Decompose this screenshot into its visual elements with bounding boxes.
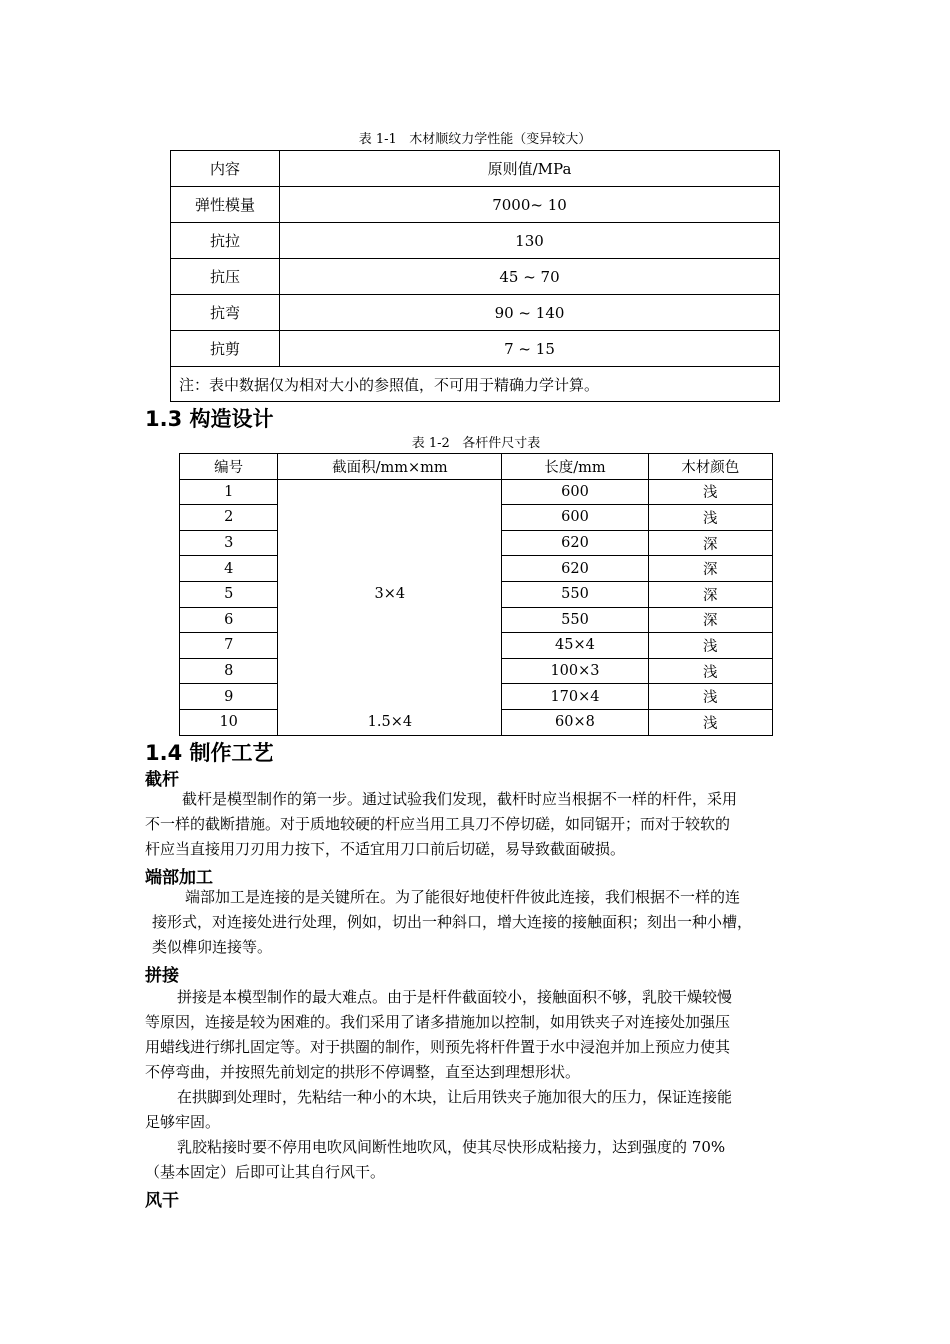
table2-member-sizes bbox=[179, 453, 773, 736]
subheading-air-dry: 风干 bbox=[145, 1191, 179, 1211]
text-line: 等原因，连接是较为困难的。我们采用了诸多措施加以控制，如用铁夹子对连接处加强压 bbox=[145, 1013, 731, 1031]
paragraph-cut bbox=[145, 787, 825, 862]
table-cell: 550 bbox=[502, 581, 648, 607]
table-cell: 600 bbox=[502, 479, 648, 505]
table-cell: 抗弯 bbox=[171, 295, 280, 331]
table-row bbox=[180, 530, 773, 556]
table-cell: 10 bbox=[180, 709, 278, 735]
section-heading-1-4: 1.4 制作工艺 bbox=[145, 741, 274, 765]
table-header-cell: 截面积/mm×mm bbox=[278, 454, 502, 480]
table-row bbox=[180, 709, 773, 735]
table-row bbox=[171, 331, 780, 367]
table-cell: 130 bbox=[280, 223, 780, 259]
table-cell: 4 bbox=[180, 556, 278, 582]
table-row bbox=[180, 633, 773, 659]
table-cell: 100×3 bbox=[502, 658, 648, 684]
table-row bbox=[180, 505, 773, 531]
paragraph-joining-3 bbox=[145, 1135, 825, 1185]
table-cell: 抗压 bbox=[171, 259, 280, 295]
table-cell: 550 bbox=[502, 607, 648, 633]
table-cell: 浅 bbox=[648, 633, 772, 659]
table-cell: 7 bbox=[180, 633, 278, 659]
table-cell: 浅 bbox=[648, 505, 772, 531]
table-cell-empty bbox=[278, 658, 502, 684]
table-row bbox=[180, 607, 773, 633]
table-cell: 抗拉 bbox=[171, 223, 280, 259]
table-header-row bbox=[171, 151, 780, 187]
table-cell: 深 bbox=[648, 530, 772, 556]
text-line: 端部加工是连接的是关键所在。为了能很好地使杆件彼此连接，我们根据不一样的连 bbox=[185, 888, 741, 906]
table-cell-empty bbox=[278, 530, 502, 556]
table-cell: 深 bbox=[648, 556, 772, 582]
table1-mechanical-properties bbox=[170, 150, 780, 402]
table-note-row bbox=[171, 367, 780, 402]
text-line: 接形式，对连接处进行处理，例如，切出一种斜口，增大连接的接触面积；刻出一种小槽， bbox=[152, 913, 753, 931]
table-cell-empty bbox=[278, 607, 502, 633]
table-header-cell: 木材颜色 bbox=[648, 454, 772, 480]
table-header-cell: 内容 bbox=[171, 151, 280, 187]
text-line: 拼接是本模型制作的最大难点。由于是杆件截面较小，接触面积不够，乳胶干燥较慢 bbox=[177, 988, 733, 1006]
table-cell: 8 bbox=[180, 658, 278, 684]
table-cell-empty bbox=[278, 684, 502, 710]
text-line: 用蜡线进行绑扎固定等。对于拱圈的制作，则预先将杆件置于水中浸泡并加上预应力使其 bbox=[145, 1038, 731, 1056]
table-cell: 90 ~ 140 bbox=[280, 295, 780, 331]
table-cell: 浅 bbox=[648, 684, 772, 710]
table-cell: 600 bbox=[502, 505, 648, 531]
table-row bbox=[180, 556, 773, 582]
table2-caption: 表 1-2 各杆件尺寸表 bbox=[411, 436, 541, 451]
table-cell: 620 bbox=[502, 556, 648, 582]
table-cell-section-group: 1.5×4 bbox=[278, 709, 502, 735]
table-row bbox=[180, 581, 773, 607]
table-row bbox=[171, 223, 780, 259]
subheading-joining: 拼接 bbox=[145, 966, 179, 986]
text-line: 不停弯曲，并按照先前划定的拱形不停调整，直至达到理想形状。 bbox=[145, 1063, 581, 1081]
table-row bbox=[180, 684, 773, 710]
table-row bbox=[171, 259, 780, 295]
table-note: 注：表中数据仅为相对大小的参照值，不可用于精确力学计算。 bbox=[171, 367, 780, 402]
table-cell: 7 ~ 15 bbox=[280, 331, 780, 367]
table-cell-empty bbox=[278, 556, 502, 582]
text-line: 不一样的截断措施。对于质地较硬的杆应当用工具刀不停切磋，如同锯开；而对于较软的 bbox=[145, 815, 731, 833]
text-line: 类似榫卯连接等。 bbox=[152, 938, 273, 956]
table-header-cell: 编号 bbox=[180, 454, 278, 480]
table-row bbox=[180, 479, 773, 505]
table-cell: 170×4 bbox=[502, 684, 648, 710]
table-cell: 浅 bbox=[648, 479, 772, 505]
table-cell: 浅 bbox=[648, 709, 772, 735]
table-cell: 深 bbox=[648, 607, 772, 633]
table-row bbox=[171, 187, 780, 223]
subheading-end-processing: 端部加工 bbox=[145, 868, 213, 888]
table-cell-empty bbox=[278, 633, 502, 659]
table-cell: 9 bbox=[180, 684, 278, 710]
table-cell: 45×4 bbox=[502, 633, 648, 659]
table-row bbox=[171, 295, 780, 331]
table-cell: 1 bbox=[180, 479, 278, 505]
table-cell: 2 bbox=[180, 505, 278, 531]
table-cell-section-group: 3×4 bbox=[278, 581, 502, 607]
table-cell: 45 ~ 70 bbox=[280, 259, 780, 295]
table-header-row bbox=[180, 454, 773, 480]
table-cell: 5 bbox=[180, 581, 278, 607]
table-cell: 抗剪 bbox=[171, 331, 280, 367]
text-line: 截杆是模型制作的第一步。通过试验我们发现，截杆时应当根据不一样的杆件，采用 bbox=[182, 790, 738, 808]
table-row bbox=[180, 658, 773, 684]
text-line: 乳胶粘接时要不停用电吹风间断性地吹风，使其尽快形成粘接力，达到强度的 70% bbox=[177, 1138, 726, 1156]
paragraph-joining-1 bbox=[145, 985, 825, 1085]
text-line: （基本固定）后即可让其自行风干。 bbox=[145, 1163, 386, 1181]
table-cell: 3 bbox=[180, 530, 278, 556]
table-cell: 60×8 bbox=[502, 709, 648, 735]
table-cell: 6 bbox=[180, 607, 278, 633]
text-line: 杆应当直接用刀刃用力按下，不适宜用刀口前后切磋，易导致截面破损。 bbox=[145, 840, 626, 858]
table-cell: 7000~ 10 bbox=[280, 187, 780, 223]
table-header-cell: 原则值/MPa bbox=[280, 151, 780, 187]
paragraph-end-processing bbox=[152, 885, 832, 960]
table-cell: 620 bbox=[502, 530, 648, 556]
table-cell-empty bbox=[278, 505, 502, 531]
table-cell: 浅 bbox=[648, 658, 772, 684]
table1-caption: 表 1-1 木材顺纹力学性能（变异较大） bbox=[358, 132, 592, 147]
text-line: 在拱脚到处理时，先粘结一种小的木块，让后用铁夹子施加很大的压力，保证连接能 bbox=[177, 1088, 733, 1106]
paragraph-joining-2 bbox=[145, 1085, 825, 1135]
table-header-cell: 长度/mm bbox=[502, 454, 648, 480]
table-cell: 深 bbox=[648, 581, 772, 607]
table-cell: 弹性模量 bbox=[171, 187, 280, 223]
section-heading-1-3: 1.3 构造设计 bbox=[145, 407, 274, 431]
subheading-cut: 截杆 bbox=[145, 770, 179, 790]
table-cell-empty bbox=[278, 479, 502, 505]
text-line: 足够牢固。 bbox=[145, 1113, 221, 1131]
